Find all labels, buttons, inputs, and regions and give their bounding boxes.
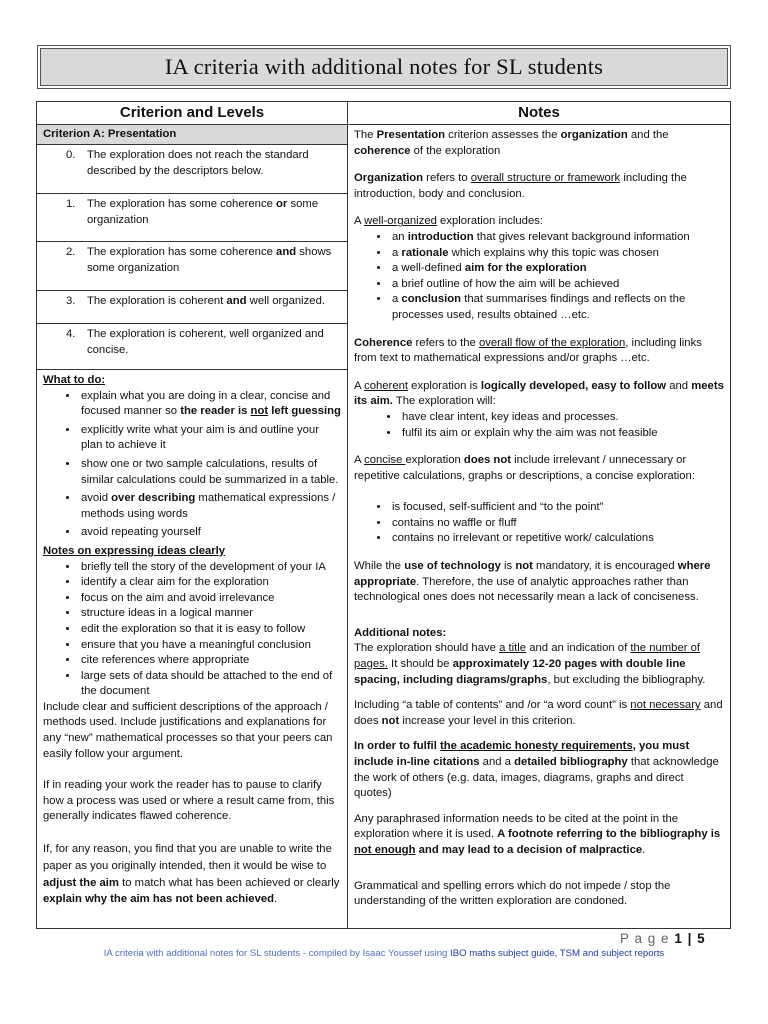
- page-separator: |: [687, 931, 693, 946]
- list-item: • avoid over describing mathematical expressions / methods using words: [79, 491, 343, 522]
- level-number: 3.: [66, 295, 76, 307]
- list-item: • have clear intent, key ideas and processes.: [400, 410, 724, 426]
- criteria-table: [36, 101, 731, 929]
- page-current: 1: [674, 931, 683, 946]
- level-number: 2.: [66, 246, 76, 258]
- descriptions-paragraph: Include clear and sufficient descriptions of the approach / methods used. Include justifications and explanations for any “new” mathematical processes so that your peers can easily follow your argument.: [43, 700, 333, 760]
- what-to-do-list: [43, 389, 343, 541]
- coherent-paragraph: A coherent exploration is logically developed, easy to follow and meets its aim. The exploration will:: [354, 379, 724, 408]
- list-item: • focus on the aim and avoid irrelevance: [79, 591, 343, 607]
- level-3: [37, 291, 347, 324]
- level-2: [37, 242, 347, 291]
- notes-expressing-heading: Notes on expressing ideas clearly: [43, 544, 226, 557]
- list-item: • explain what you are doing in a clear, concise and focused manner so the reader is not left guessing: [79, 389, 343, 420]
- list-item: • briefly tell the story of the development of your IA: [79, 560, 343, 576]
- notes-body: [348, 125, 730, 910]
- list-item: • a brief outline of how the aim will be achieved: [390, 277, 724, 293]
- right-column: [348, 102, 730, 928]
- well-organized-paragraph: A well-organized exploration includes:: [354, 215, 544, 228]
- page-label: P a g e: [620, 931, 670, 946]
- additional-notes-heading: Additional notes:: [354, 626, 447, 639]
- list-item: • an introduction that gives relevant background information: [390, 230, 724, 246]
- level-1: [37, 194, 347, 242]
- left-guidance: [37, 370, 347, 908]
- list-item: • is focused, self-sufficient and “to the point”: [390, 500, 724, 516]
- technology-paragraph: While the use of technology is not mandatory, it is encouraged where appropriate. Therefore, the use of analytic approaches rather than technological ones does not necessarily mean a lack of conciseness.: [354, 560, 711, 604]
- level-number: 4.: [66, 328, 76, 340]
- list-item: • cite references where appropriate: [79, 653, 343, 669]
- list-item: • ensure that you have a meaningful conclusion: [79, 638, 343, 654]
- list-item: • explicitly write what your aim is and outline your plan to achieve it: [79, 423, 343, 454]
- level-text: The exploration has some coherence or some organization: [87, 198, 319, 226]
- list-item: • a well-defined aim for the exploration: [390, 261, 724, 277]
- criterion-label: Criterion A: Presentation: [37, 125, 347, 145]
- title-pages-paragraph: The exploration should have a title and an indication of the number of pages. It should be approximately 12-20 pages with double line spacing, including diagrams/graphs, but excluding the bibliography.: [354, 642, 706, 686]
- page-total: 5: [697, 931, 706, 946]
- list-item: • avoid repeating yourself: [79, 525, 343, 541]
- footer: [0, 948, 768, 959]
- flawed-coherence-paragraph: If in reading your work the reader has to pause to clarify how a process was used or where a result came from, this generally indicates flawed coherence.: [43, 779, 335, 823]
- adjust-aim-paragraph: If, for any reason, you find that you are unable to write the paper as you originally intended, then it would be wise to adjust the aim to match what has been achieved or clearly explain why the aim has not been achieved.: [43, 843, 340, 906]
- grammar-paragraph: Grammatical and spelling errors which do not impede / stop the understanding of the written exploration are condoned.: [354, 879, 671, 908]
- page-title: IA criteria with additional notes for SL students: [40, 48, 728, 86]
- level-text: The exploration is coherent and well organized.: [87, 295, 326, 307]
- presentation-paragraph: The Presentation criterion assesses the organization and the coherence of the exploration: [354, 129, 669, 157]
- left-column: [37, 102, 348, 928]
- page-number: [620, 931, 706, 946]
- level-text: The exploration is coherent, well organized and concise.: [87, 328, 324, 356]
- concise-list: [354, 500, 724, 547]
- notes-expressing-list: [43, 560, 343, 700]
- level-number: 1.: [66, 198, 76, 210]
- list-item: • fulfil its aim or explain why the aim was not feasible: [400, 426, 724, 442]
- right-column-header: Notes: [348, 102, 730, 125]
- level-number: 0.: [66, 149, 76, 161]
- paraphrased-paragraph: Any paraphrased information needs to be cited at the point in the exploration where it is used. A footnote referring to the bibliography is not enough and may lead to a decision of malpractice.: [354, 812, 721, 856]
- coherent-list: [354, 410, 724, 441]
- footer-sources: IBO maths subject guide, TSM and subject reports: [450, 948, 665, 959]
- list-item: • large sets of data should be attached to the end of the document: [79, 669, 343, 700]
- list-item: • contains no irrelevant or repetitive work/ calculations: [390, 531, 724, 547]
- list-item: • show one or two sample calculations, results of similar calculations could be summarized in a table.: [79, 457, 343, 488]
- coherence-paragraph: Coherence refers to the overall flow of the exploration, including links from text to mathematical expressions and/or graphs …etc.: [354, 336, 702, 365]
- title-box: [37, 45, 731, 89]
- list-item: • edit the exploration so that it is easy to follow: [79, 622, 343, 638]
- academic-honesty-paragraph: In order to fulfil the academic honesty requirements, you must include in-line citations and a detailed bibliography that acknowledge the work of others (e.g. data, images, diagrams, graphs and direct quotes): [354, 740, 719, 800]
- list-item: • a rationale which explains why this topic was chosen: [390, 246, 724, 262]
- level-text: The exploration does not reach the standard described by the descriptors below.: [87, 149, 309, 177]
- list-item: • identify a clear aim for the exploration: [79, 575, 343, 591]
- table-of-contents-paragraph: Including “a table of contents” and /or “a word count” is not necessary and does not increase your level in this criterion.: [354, 699, 723, 727]
- what-to-do-heading: What to do:: [43, 374, 106, 386]
- level-text: The exploration has some coherence and shows some organization: [87, 246, 332, 274]
- concise-paragraph: A concise exploration does not include irrelevant / unnecessary or repetitive calculations, graphs or descriptions, a concise exploration:: [354, 454, 695, 482]
- footer-text: IA criteria with additional notes for SL students - compiled by Isaac Youssef using: [103, 948, 451, 959]
- level-4: [37, 324, 347, 370]
- left-column-header: Criterion and Levels: [37, 102, 347, 125]
- list-item: • structure ideas in a logical manner: [79, 606, 343, 622]
- organization-paragraph: Organization refers to overall structure or framework including the introduction, body and conclusion.: [354, 172, 687, 200]
- well-organized-list: [354, 230, 724, 324]
- list-item: • a conclusion that summarises findings and reflects on the processes used, results obtained …etc.: [390, 292, 724, 323]
- level-0: [37, 145, 347, 194]
- list-item: • contains no waffle or fluff: [390, 516, 724, 532]
